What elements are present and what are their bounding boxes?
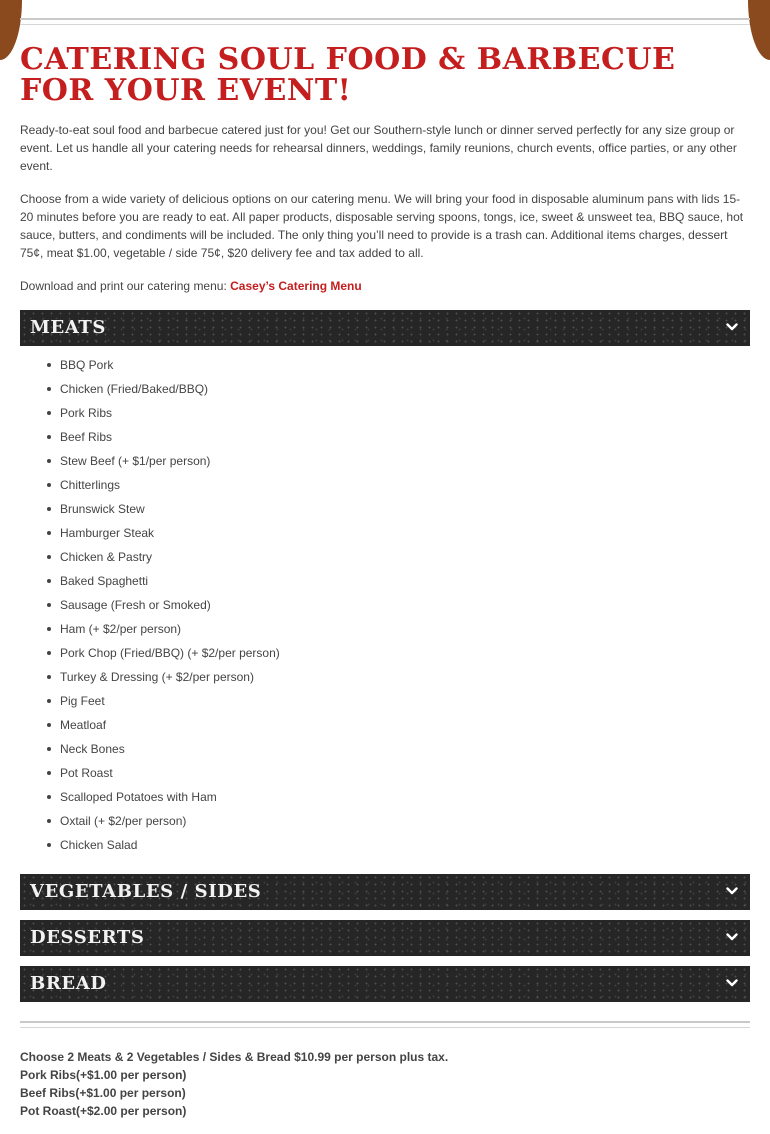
- list-item: Turkey & Dressing (+ $2/per person): [60, 665, 740, 689]
- list-item: Baked Spaghetti: [60, 569, 740, 593]
- download-paragraph: [20, 277, 750, 295]
- decorative-corner-right: [748, 0, 770, 60]
- list-item: Neck Bones: [60, 737, 740, 761]
- divider-top: [20, 18, 750, 25]
- download-prefix: Download and print our catering menu:: [20, 279, 231, 293]
- pricing-line: Beef Ribs(+$1.00 per person): [20, 1086, 186, 1100]
- list-item: BBQ Pork: [60, 353, 740, 377]
- divider-bottom: [20, 1021, 750, 1028]
- accordion-meats-label: MEATS: [30, 317, 107, 338]
- chevron-down-icon: [726, 931, 738, 943]
- list-item: Sausage (Fresh or Smoked): [60, 593, 740, 617]
- pricing-section: [20, 1048, 750, 1120]
- accordion-vegetables-header[interactable]: [20, 874, 750, 910]
- pricing-line: Pot Roast(+$2.00 per person): [20, 1104, 187, 1118]
- list-item: Pot Roast: [60, 761, 740, 785]
- accordion-bread-label: BREAD: [30, 973, 107, 994]
- accordion-desserts-header[interactable]: [20, 920, 750, 956]
- list-item: Meatloaf: [60, 713, 740, 737]
- list-item: Scalloped Potatoes with Ham: [60, 785, 740, 809]
- accordion-bread-header[interactable]: [20, 966, 750, 1002]
- accordion-desserts-label: DESSERTS: [30, 927, 145, 948]
- list-item: Pig Feet: [60, 689, 740, 713]
- list-item: Pork Ribs: [60, 401, 740, 425]
- list-item: Chicken & Pastry: [60, 545, 740, 569]
- list-item: Pork Chop (Fried/BBQ) (+ $2/per person): [60, 641, 740, 665]
- pricing-line: Choose 2 Meats & 2 Vegetables / Sides & Bread $10.99 per person plus tax.: [20, 1050, 449, 1064]
- details-paragraph: Choose from a wide variety of delicious options on our catering menu. We will bring your food in disposable aluminum pans with lids 15-20 minutes before you are ready to eat. All paper products, disposable serving spoons, tongs, ice, sweet & unsweet tea, BBQ sauce, hot sauce, butters, and condiments will be included. The only thing you’ll need to provide is a trash can. Additional items charges, dessert 75¢, meat $1.00, vegetable / side 75¢, $20 delivery fee and tax added to all.: [20, 192, 744, 260]
- pricing-line: Pork Ribs(+$1.00 per person): [20, 1068, 187, 1082]
- chevron-down-icon: [726, 885, 738, 897]
- list-item: Oxtail (+ $2/per person): [60, 809, 740, 833]
- list-item: Beef Ribs: [60, 425, 740, 449]
- meats-list: [60, 353, 740, 857]
- chevron-down-icon: [726, 321, 738, 333]
- page-title: CATERING SOUL FOOD & BARBECUE FOR YOUR EVENT!: [20, 42, 676, 108]
- list-item: Chicken Salad: [60, 833, 740, 857]
- chevron-down-icon: [726, 977, 738, 989]
- list-item: Ham (+ $2/per person): [60, 617, 740, 641]
- list-item: Chitterlings: [60, 473, 740, 497]
- decorative-corner-left: [0, 0, 22, 60]
- list-item: Stew Beef (+ $1/per person): [60, 449, 740, 473]
- accordion-meats-header[interactable]: [20, 310, 750, 346]
- list-item: Hamburger Steak: [60, 521, 740, 545]
- intro-paragraph: Ready-to-eat soul food and barbecue catered just for you! Get our Southern-style lunch or dinner served perfectly for any size group or event. Let us handle all your catering needs for rehearsal dinners, weddings, family reunions, church events, office parties, or any other event.: [20, 123, 737, 173]
- catering-menu-link[interactable]: Casey’s Catering Menu: [230, 279, 362, 293]
- list-item: Chicken (Fried/Baked/BBQ): [60, 377, 740, 401]
- list-item: Brunswick Stew: [60, 497, 740, 521]
- accordion-vegetables-label: VEGETABLES / SIDES: [30, 881, 262, 902]
